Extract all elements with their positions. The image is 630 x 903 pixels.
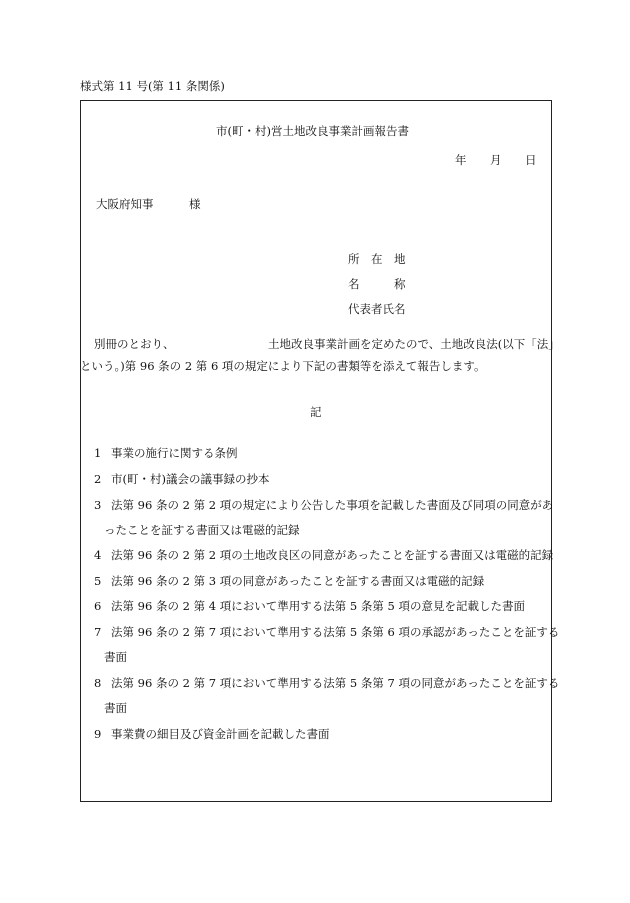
list-item-2	[94, 474, 269, 486]
list-item-8-continuation: 書面	[104, 701, 127, 715]
list-item-number: 4	[94, 548, 102, 562]
representative-label: 代表者氏名	[348, 302, 406, 316]
addressee-honorific: 様	[189, 197, 201, 211]
body-line2: という。)第 96 条の 2 第 6 項の規定により下記の書類等を添えて報告します。	[80, 359, 486, 373]
list-item-number: 8	[94, 676, 102, 690]
list-item-number: 6	[94, 599, 102, 613]
list-item-number: 1	[94, 446, 102, 460]
list-item-text: 事業の施行に関する条例	[111, 446, 238, 460]
list-item-text: 法第 96 条の 2 第 4 項において準用する法第 5 条第 5 項の意見を記載した書面	[111, 599, 525, 613]
form-number: 様式第 11 号(第 11 条関係)	[80, 79, 225, 93]
list-item-text: 法第 96 条の 2 第 2 項の規定により公告した事項を記載した書面及び同項の同意があ	[111, 498, 554, 512]
list-item-7-continuation: 書面	[104, 650, 127, 664]
list-item-number: 2	[94, 472, 102, 486]
document-title: 市(町・村)営土地改良事業計画報告書	[216, 124, 409, 138]
body-line1-suffix: 土地改良事業計画を定めたので、土地改良法(以下「法」	[268, 337, 560, 351]
list-item-3	[94, 500, 553, 512]
list-item-text: 法第 96 条の 2 第 7 項において準用する法第 5 条第 6 項の承認があったことを証する	[111, 625, 560, 639]
list-item-number: 3	[94, 498, 102, 512]
date-year: 年	[455, 153, 467, 167]
name-label: 名 称	[348, 277, 406, 291]
date-day: 日	[525, 153, 537, 167]
address-label: 所 在 地	[348, 252, 406, 266]
list-item-9	[94, 729, 330, 741]
date-month: 月	[490, 153, 502, 167]
addressee-name: 大阪府知事	[96, 197, 154, 211]
list-item-text: 法第 96 条の 2 第 2 項の土地改良区の同意があったことを証する書面又は電磁的記録	[111, 548, 554, 562]
list-item-6	[94, 601, 525, 613]
list-item-3-continuation: ったことを証する書面又は電磁的記録	[104, 523, 300, 537]
list-item-7	[94, 627, 559, 639]
list-item-8	[94, 678, 559, 690]
list-item-4	[94, 550, 553, 562]
list-item-number: 7	[94, 625, 102, 639]
body-line1-prefix: 別冊のとおり、	[94, 337, 175, 351]
list-item-text: 事業費の細目及び資金計画を記載した書面	[111, 727, 330, 741]
list-item-number: 9	[94, 727, 102, 741]
list-item-text: 市(町・村)議会の議事録の抄本	[111, 472, 270, 486]
list-item-text: 法第 96 条の 2 第 7 項において準用する法第 5 条第 7 項の同意があったことを証する	[111, 676, 560, 690]
list-item-number: 5	[94, 574, 102, 588]
list-item-text: 法第 96 条の 2 第 3 項の同意があったことを証する書面又は電磁的記録	[111, 574, 485, 588]
list-item-5	[94, 576, 484, 588]
ki-heading: 記	[310, 405, 322, 419]
list-item-1	[94, 448, 238, 460]
